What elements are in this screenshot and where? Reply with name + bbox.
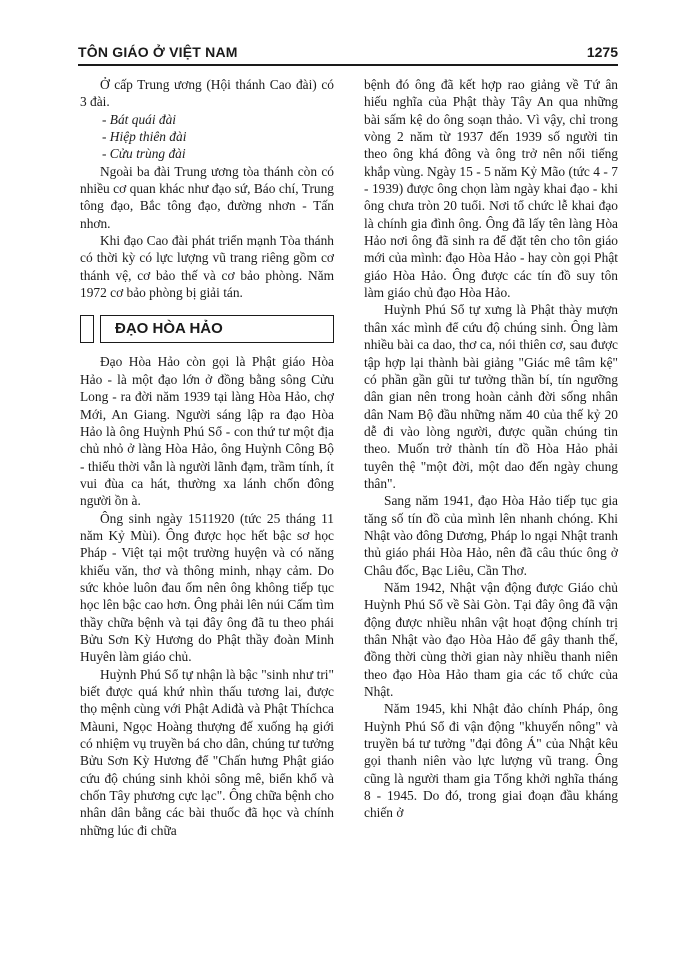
page-header <box>78 44 618 66</box>
page-number: 1275 <box>586 44 618 60</box>
paragraph: bệnh đó ông đã kết hợp rao giảng về Tứ ân hiếu nghĩa của Phật thày Tây An qua những bài sấm kệ do ông soạn thảo. Vì vậy, chỉ trong vòng 2 năm từ 1937 đến 1939 số người tin theo ông khá đông và ông trở nên nổi tiếng khắp vùng. Ngày 15 - 5 năm Kỷ Mão (tức 4 - 7 - 1939) được ông chọn làm ngày khai đạo - khi ông chưa tròn 20 tuổi. Nơi tổ chức lễ khai đạo là chính gia đình ông. Ông đã lấy tên làng Hòa Hảo nơi ông đã sinh ra để đặt tên cho tôn giáo mới của mình: đạo Hòa Hảo - hay còn gọi Phật giáo Hòa Hảo. Ông được các tín đồ suy tôn làm giáo chủ đạo Hòa Hảo. <box>364 77 618 301</box>
paragraph: Năm 1942, Nhật vận động được Giáo chủ Huỳnh Phú Sổ về Sài Gòn. Tại đây ông đã vận động được nhiều nhân vật hoạt động chính trị thân Nhật vào đạo Hòa Hảo để gây thanh thế, đồng thời cùng thời gian này nhiều thanh niên theo đạo Hòa Hảo tham gia các tổ chức của Nhật. <box>364 579 618 700</box>
header-rule <box>78 64 618 66</box>
section-title: ĐẠO HÒA HẢO <box>100 315 334 343</box>
right-column <box>364 76 618 822</box>
paragraph: Ngoài ba đài Trung ương tòa thánh còn có nhiều cơ quan khác như đạo sứ, Báo chí, Trung tông đạo, Bắc tông đạo, đường nhơn - Tấn nhơn. <box>80 163 334 231</box>
paragraph: Khi đạo Cao đài phát triển mạnh Tòa thánh có thời kỳ có lực lượng vũ trang riêng gồm cơ thánh vệ, cơ bảo thế và cơ bảo phòng. Năm 1972 cơ bảo phòng bị giải tán. <box>80 233 334 301</box>
paragraph: Sang năm 1941, đạo Hòa Hảo tiếp tục gia tăng số tín đồ của mình lên nhanh chóng. Khi Nhật vào đông Dương, Pháp lo ngại Nhật tranh thủ giáo phái Hòa Hảo, nên đã câu thúc ông ở Châu đốc, Bạc Liêu, Cần Thơ. <box>364 493 618 578</box>
paragraph: Ông sinh ngày 1511920 (tức 25 tháng 11 năm Kỷ Mùi). Ông được học hết bậc sơ học Pháp - Việt tại một trường huyện và có năng khiếu văn, thơ và thông minh, nhạy cảm. Do sức khỏe luôn đau ốm nên ông không tiếp tục học lên bậc cao hơn. Ông phải lên núi Cấm tìm thầy chữa bệnh và tại đây ông đã tu theo phái Bửu Sơn Kỳ Hương do Phật thầy đoàn Minh Huyên làm giáo chủ. <box>80 510 334 665</box>
left-column <box>80 76 334 839</box>
section-heading <box>80 315 334 343</box>
list-item: - Hiệp thiên đài <box>102 129 187 145</box>
intro-paragraph: Ở cấp Trung ương (Hội thánh Cao đài) có 3 đài. <box>80 77 334 110</box>
running-head: TÔN GIÁO Ở VIỆT NAM <box>78 44 238 60</box>
list-item: - Bát quái đài <box>102 111 177 127</box>
paragraph: Huỳnh Phú Sổ tự nhận là bậc "sinh như tri" biết được quá khứ nhìn thấu tương lai, được thọ mệnh cùng với Phật Adiđà và Phật Thíchca Màuni, Ngọc Hoàng thượng đế xuống hạ giới có nhiệm vụ truyền bá cho dân, chúng tư tưởng Bửu Sơn Kỳ Hương để "Chấn hưng Phật giáo cứu độ chúng sinh khỏi sông mê, biển khổ và chốn Tây phương cực lạc". Ông chữa bệnh cho nhân dân bằng các bài thuốc đã học và chính những lúc đi chữa <box>80 666 334 838</box>
section-heading-marker <box>80 315 94 343</box>
paragraph: Đạo Hòa Hảo còn gọi là Phật giáo Hòa Hảo - là một đạo lớn ở đồng bằng sông Cửu Long - ra đời năm 1939 tại làng Hòa Hảo, chợ Mới, An Giang. Người sáng lập ra đạo Hòa Hảo là ông Huỳnh Phú Sổ - con thứ tư một địa chủ nhỏ ở làng Hòa Hảo, ông Huỳnh Công Bộ - thiếu thời vẫn là người lãnh đạm, trầm tính, ít vui đùa ca hát, thường xa lánh chốn đông người ồn à. <box>80 354 334 509</box>
list-item: - Cửu trùng đài <box>102 146 186 162</box>
paragraph: Năm 1945, khi Nhật đảo chính Pháp, ông Huỳnh Phú Sổ đi vận động "khuyến nông" và truyền bá tư tưởng "đại đông Á" của Nhật kêu gọi thanh niên vào lực lượng vũ trang. Ông cũng là người tham gia Tổng khởi nghĩa tháng 8 - 1945. Do đó, trong giai đoạn đầu kháng chiến ở <box>364 701 618 821</box>
paragraph: Huỳnh Phú Sổ tự xưng là Phật thày mượn thân xác mình để cứu độ chúng sinh. Ông làm nhiều bài ca dao, thơ ca, nói thiên cơ, sau được tập hợp lại thành bài giảng "Giác mê tâm kệ" có phần gần gũi tư tưởng thần bí, tín ngưỡng dân gian nên trong hoàn cảnh đời sống nhân dân Nam Bộ đầu những năm 40 của thế kỷ 20 dễ đi vào lòng người, được quần chúng tin theo. Muốn trở thành tín đồ Hòa Hảo phải tuyên thệ "một đời, một dao đến ngày chung thân". <box>364 302 618 491</box>
